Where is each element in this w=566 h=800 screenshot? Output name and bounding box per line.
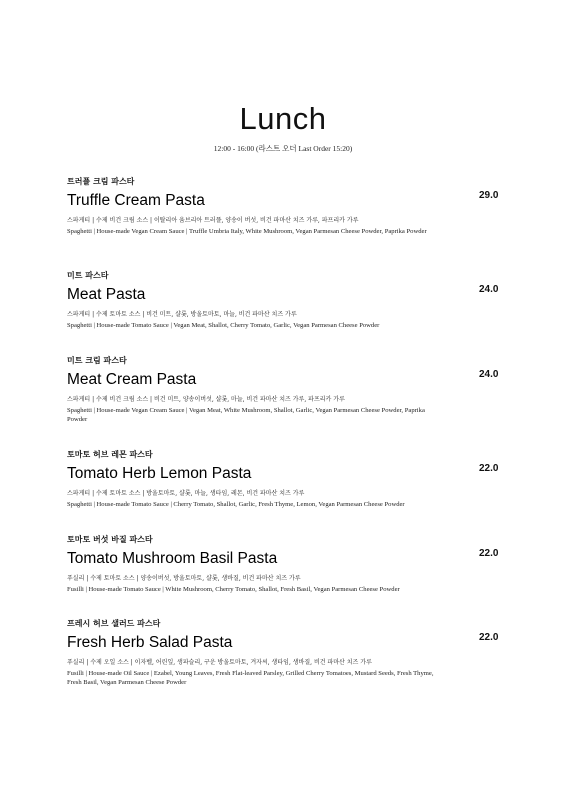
- item-description-ko: 스파게티 | 수제 비건 크림 소스 | 비건 미트, 양송이버섯, 샬롯, 마늘, 비건 파마산 치즈 가루, 파프리카 가루: [67, 396, 345, 403]
- menu-item: [67, 355, 507, 424]
- item-description-en: Fusilli | House-made Tomato Sauce | White Mushroom, Cherry Tomato, Shallot, Fresh Basil, Vegan Parmesan Cheese Powder: [67, 586, 400, 593]
- item-description-en: Fusilli | House-made Oil Sauce | Ezabel, Young Leaves, Fresh Flat-leaved Parsley, Grilled Cherry Tomatoes, Mustard Seeds, Fresh Thyme, Fresh Basil, Vegan Parmesan Cheese Powder: [67, 670, 434, 686]
- item-price: 24.0: [479, 284, 499, 295]
- item-description-ko: 푸실리 | 수제 오일 소스 | 이자벨, 어린잎, 생파슬리, 구운 방울토마토, 겨자씨, 생타임, 생바질, 비건 파마산 치즈 가루: [67, 659, 372, 666]
- item-description-en: Spaghetti | House-made Tomato Sauce | Vegan Meat, Shallot, Cherry Tomato, Garlic, Vegan Parmesan Cheese Powder: [67, 322, 380, 329]
- menu-title: Lunch: [239, 101, 327, 136]
- item-description-ko: 스파게티 | 수제 토마토 소스 | 방울토마토, 샬롯, 마늘, 생타임, 레몬, 비건 파마산 치즈 가루: [67, 490, 305, 497]
- menu-item: [67, 176, 507, 236]
- item-name-en: Truffle Cream Pasta: [67, 192, 205, 209]
- menu-item: [67, 449, 507, 509]
- item-name-en: Meat Cream Pasta: [67, 371, 197, 388]
- item-price: 22.0: [479, 632, 499, 643]
- item-name-ko: 토마토 버섯 바질 파스타: [67, 535, 153, 544]
- item-price: 22.0: [479, 548, 499, 559]
- item-name-ko: 토마토 허브 레몬 파스타: [67, 450, 153, 459]
- item-price: 24.0: [479, 369, 499, 380]
- item-name-ko: 미트 파스타: [67, 271, 109, 280]
- item-description-ko: 스파게티 | 수제 토마토 소스 | 비건 미트, 샬롯, 방울토마토, 마늘, 비건 파마산 치즈 가루: [67, 311, 297, 318]
- item-name-ko: 트러플 크림 파스타: [67, 177, 135, 186]
- item-name-ko: 프레시 허브 샐러드 파스타: [67, 619, 161, 628]
- item-description-ko: 푸실리 | 수제 토마토 소스 | 양송이버섯, 방울토마토, 샬롯, 생바질, 비건 파마산 치즈 가루: [67, 575, 301, 582]
- service-hours: 12:00 - 16:00 (라스트 오더 Last Order 15:20): [213, 144, 353, 153]
- item-description-ko: 스파게티 | 수제 비건 크림 소스 | 이탈리아 움브리아 트러플, 양송이 버섯, 비건 파마산 치즈 가루, 파프리카 가루: [67, 217, 359, 224]
- item-description-en: Spaghetti | House-made Vegan Cream Sauce | Truffle Umbria Italy, White Mushroom, Vegan Parmesan Cheese Powder, Paprika Powder: [67, 228, 427, 235]
- item-name-en: Meat Pasta: [67, 286, 146, 303]
- menu-item: [67, 618, 507, 687]
- item-name-en: Tomato Mushroom Basil Pasta: [67, 550, 278, 567]
- item-price: 22.0: [479, 463, 499, 474]
- item-description-en: Spaghetti | House-made Tomato Sauce | Cherry Tomato, Shallot, Garlic, Fresh Thyme, Lemon, Vegan Parmesan Cheese Powder: [67, 501, 405, 508]
- menu-item: [67, 534, 507, 594]
- menu-item: [67, 270, 507, 330]
- menu-header: [0, 100, 566, 154]
- item-name-en: Tomato Herb Lemon Pasta: [67, 465, 252, 482]
- item-price: 29.0: [479, 190, 499, 201]
- item-name-ko: 미트 크림 파스타: [67, 356, 127, 365]
- item-name-en: Fresh Herb Salad Pasta: [67, 634, 233, 651]
- item-description-en: Spaghetti | House-made Vegan Cream Sauce | Vegan Meat, White Mushroom, Shallot, Garlic, Vegan Parmesan Cheese Powder, Paprika Powder: [67, 407, 425, 423]
